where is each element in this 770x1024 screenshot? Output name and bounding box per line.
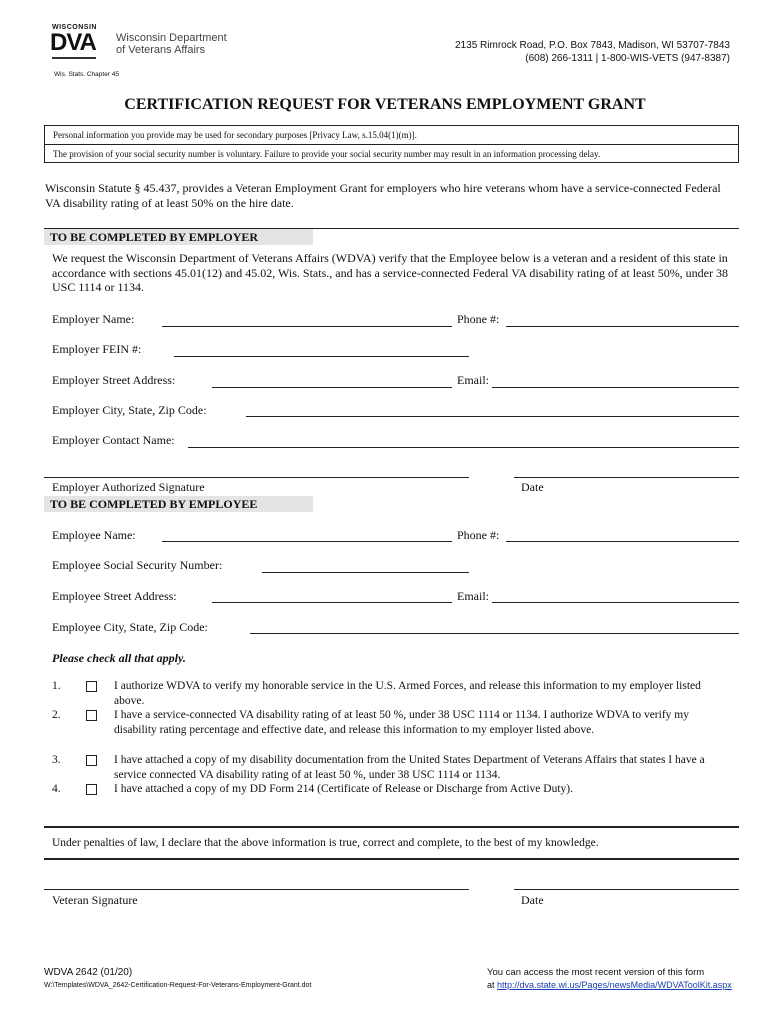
intro-statute-text: Wisconsin Statute § 45.437, provides a Veteran Employment Grant for employers who hire veterans whom have a service-connected Federal VA disability rating of at least 50% on the hire date. xyxy=(45,181,721,210)
veteran-date-field[interactable] xyxy=(514,889,739,890)
page-title: CERTIFICATION REQUEST FOR VETERANS EMPLOYMENT GRANT xyxy=(124,96,646,113)
declaration-rule-bottom xyxy=(44,858,739,860)
employee-street-field[interactable] xyxy=(212,602,452,603)
access-prefix: at xyxy=(487,980,498,990)
notice-box xyxy=(44,125,739,163)
declaration-rule-top xyxy=(44,826,739,828)
employee-city-label: Employee City, State, Zip Code: xyxy=(52,620,208,634)
item-1-number: 1. xyxy=(52,680,61,692)
employee-name-field[interactable] xyxy=(162,541,452,542)
employee-phone-label: Phone #: xyxy=(457,528,500,542)
employer-request-text: We request the Wisconsin Department of Veterans Affairs (WDVA) verify that the Employee below is a veteran and a resident of this state in accordance with sections 45.01(12) and 45.02, Wis. Stats., and has a service-connected Federal VA disability rating of at least 50%, under 38 USC 1114 or 1134. xyxy=(52,251,729,295)
employer-street-label: Employer Street Address: xyxy=(52,373,176,387)
employer-name-field[interactable] xyxy=(162,326,452,327)
employee-name-label: Employee Name: xyxy=(52,528,136,542)
logo xyxy=(50,24,230,66)
employer-fein-label: Employer FEIN #: xyxy=(52,342,142,356)
employee-email-label: Email: xyxy=(457,589,489,603)
item-3-checkbox[interactable] xyxy=(86,755,97,766)
veteran-signature-field[interactable] xyxy=(44,889,469,890)
statute-reference: Wis. Stats. Chapter 45 xyxy=(54,71,120,78)
access-link-line xyxy=(487,980,732,990)
address-line1: 2135 Rimrock Road, P.O. Box 7843, Madison, WI 53707-7843 xyxy=(455,40,730,51)
employer-email-field[interactable] xyxy=(492,387,739,388)
employee-phone-field[interactable] xyxy=(506,541,739,542)
logo-org-line2: of Veterans Affairs xyxy=(116,44,206,56)
employee-section-heading: TO BE COMPLETED BY EMPLOYEE xyxy=(44,496,313,512)
employer-street-field[interactable] xyxy=(212,387,452,388)
employee-city-field[interactable] xyxy=(250,633,739,634)
employee-email-field[interactable] xyxy=(492,602,739,603)
item-1-text: I authorize WDVA to verify my honorable service in the U.S. Armed Forces, and release this information to my employer listed above. xyxy=(114,680,701,707)
item-2-text: I have a service-connected VA disability rating of at least 50 %, under 38 USC 1114 or 1134. I authorize WDVA to verify my disability rating percentage and effective date, and release this information to my employer listed above. xyxy=(114,709,689,736)
employee-ssn-field[interactable] xyxy=(262,572,469,573)
declaration-text: Under penalties of law, I declare that the above information is true, correct and complete, to the best of my knowledge. xyxy=(52,837,599,849)
access-text: You can access the most recent version of this form xyxy=(487,967,705,978)
employer-phone-label: Phone #: xyxy=(457,312,500,326)
ssn-notice: The provision of your social security number is voluntary. Failure to provide your social security number may result in an information processing delay. xyxy=(53,149,601,159)
item-4-checkbox[interactable] xyxy=(86,784,97,795)
access-link[interactable]: http://dva.state.wi.us/Pages/newsMedia/WDVAToolKit.aspx xyxy=(497,980,732,990)
logo-underline xyxy=(52,57,96,59)
item-4-text: I have attached a copy of my DD Form 214 (Certificate of Release or Discharge from Active Duty). xyxy=(114,783,573,795)
item-2-checkbox[interactable] xyxy=(86,710,97,721)
employer-name-label: Employer Name: xyxy=(52,312,135,326)
item-1-checkbox[interactable] xyxy=(86,681,97,692)
employer-city-field[interactable] xyxy=(246,416,739,417)
employee-ssn-label: Employee Social Security Number: xyxy=(52,558,223,572)
employer-phone-field[interactable] xyxy=(506,326,739,327)
logo-state: WISCONSIN xyxy=(52,24,97,31)
veteran-signature-label: Veteran Signature xyxy=(52,893,138,907)
item-3-number: 3. xyxy=(52,754,61,766)
employer-contact-field[interactable] xyxy=(188,447,739,448)
employer-date-label: Date xyxy=(521,480,544,494)
form-id: WDVA 2642 (01/20) xyxy=(44,967,133,978)
employer-city-label: Employer City, State, Zip Code: xyxy=(52,403,207,417)
employer-contact-label: Employer Contact Name: xyxy=(52,433,175,447)
veteran-date-label: Date xyxy=(521,893,544,907)
privacy-notice: Personal information you provide may be used for secondary purposes [Privacy Law, s.15.04(1)(m)]. xyxy=(53,130,417,140)
employer-date-field[interactable] xyxy=(514,477,739,478)
employer-email-label: Email: xyxy=(457,373,489,387)
logo-org-line1: Wisconsin Department xyxy=(116,32,227,44)
employer-section-heading: TO BE COMPLETED BY EMPLOYER xyxy=(44,229,313,245)
item-2-number: 2. xyxy=(52,709,61,721)
item-3-text: I have attached a copy of my disability documentation from the United States Department of Veterans Affairs that states I have a service connected VA disability rating of at least 50 %, under 38 USC 1114 or 1134. xyxy=(114,754,705,781)
employee-street-label: Employee Street Address: xyxy=(52,589,177,603)
check-instruction: Please check all that apply. xyxy=(52,651,186,665)
logo-mark: DVA xyxy=(50,29,96,56)
address-line2: (608) 266-1311 | 1-800-WIS-VETS (947-8387) xyxy=(525,53,730,64)
employer-signature-label: Employer Authorized Signature xyxy=(52,480,205,494)
employer-signature-field[interactable] xyxy=(44,477,469,478)
template-file-path: W:\Templates\WDVA_2642-Certification-Request-For-Veterans-Employment-Grant.dot xyxy=(44,982,312,989)
employer-fein-field[interactable] xyxy=(174,356,469,357)
item-4-number: 4. xyxy=(52,783,61,795)
